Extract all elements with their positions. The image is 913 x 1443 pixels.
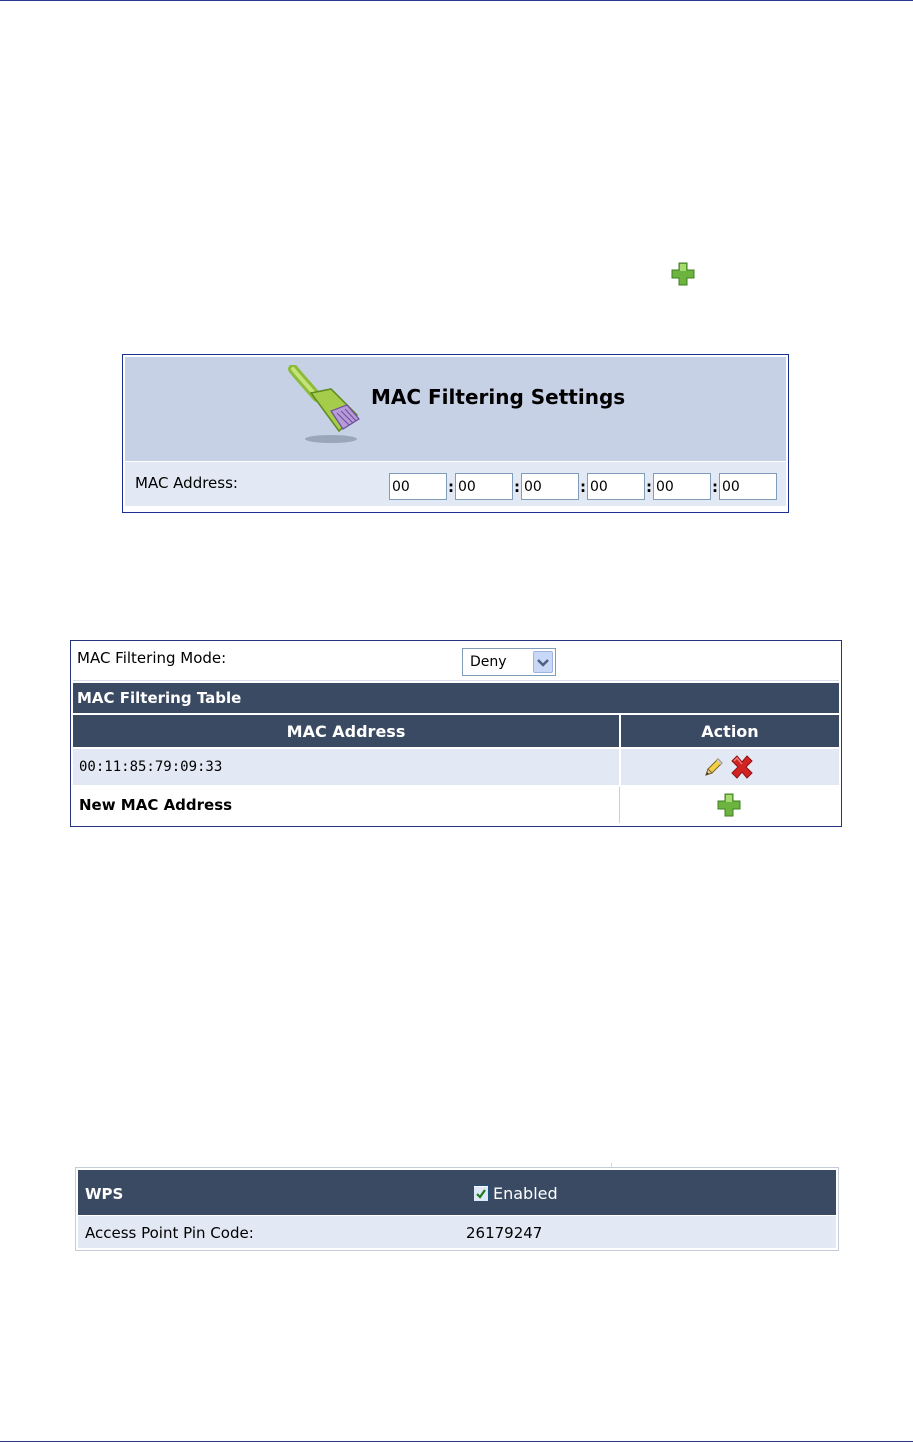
mac-separator: : (514, 478, 520, 496)
access-point-pin-value: 26179247 (466, 1224, 543, 1242)
new-mac-address-label: New MAC Address (79, 796, 233, 814)
pencil-icon[interactable] (703, 756, 725, 782)
delete-x-icon[interactable] (729, 755, 755, 783)
ethernet-cable-icon (287, 365, 369, 445)
mac-address-cell: 00:11:85:79:09:33 (79, 759, 223, 775)
mac-separator: : (580, 478, 586, 496)
top-rule (0, 0, 913, 1)
wps-panel (75, 1167, 839, 1251)
chevron-down-icon[interactable] (533, 651, 553, 673)
table-column-headers (73, 715, 839, 747)
mac-filtering-table-panel (70, 640, 842, 827)
plus-icon[interactable] (716, 792, 742, 818)
mac-octet-1-field[interactable] (389, 473, 447, 500)
column-header-action: Action (701, 722, 759, 741)
access-point-pin-row (78, 1216, 836, 1248)
wps-header-row (78, 1170, 836, 1215)
mac-octet-4-field[interactable] (587, 473, 645, 500)
mac-filtering-table-title: MAC Filtering Table (77, 689, 242, 707)
settings-title: MAC Filtering Settings (371, 385, 626, 409)
mac-separator: : (712, 478, 718, 496)
wps-enabled-label: Enabled (493, 1184, 558, 1203)
mac-filtering-table-header (73, 683, 839, 713)
column-header-mac-address: MAC Address (286, 722, 406, 741)
mac-octet-2-field[interactable] (455, 473, 513, 500)
table-row (73, 749, 839, 785)
mac-filtering-mode-label: MAC Filtering Mode: (77, 649, 227, 667)
wps-label: WPS (85, 1185, 124, 1203)
mac-filtering-mode-row (73, 643, 839, 681)
new-mac-address-row (73, 787, 839, 823)
mac-octet-6-field[interactable] (719, 473, 777, 500)
mac-octet-5-field[interactable] (653, 473, 711, 500)
mac-octet-3-field[interactable] (521, 473, 579, 500)
column-divider (619, 787, 620, 823)
access-point-pin-label: Access Point Pin Code: (85, 1224, 254, 1242)
column-divider (619, 749, 621, 785)
mac-filtering-settings-panel (122, 354, 789, 513)
mode-select-value: Deny (470, 654, 507, 670)
mac-address-row (125, 462, 786, 506)
settings-header (125, 357, 786, 461)
mac-separator: : (646, 478, 652, 496)
wps-enabled-checkbox[interactable] (473, 1185, 489, 1201)
mac-address-label: MAC Address: (135, 474, 238, 492)
mac-separator: : (448, 478, 454, 496)
mac-filtering-mode-select[interactable] (462, 648, 556, 676)
plus-icon (670, 261, 696, 287)
checkmark-icon (474, 1187, 488, 1201)
bottom-rule (0, 1441, 913, 1442)
